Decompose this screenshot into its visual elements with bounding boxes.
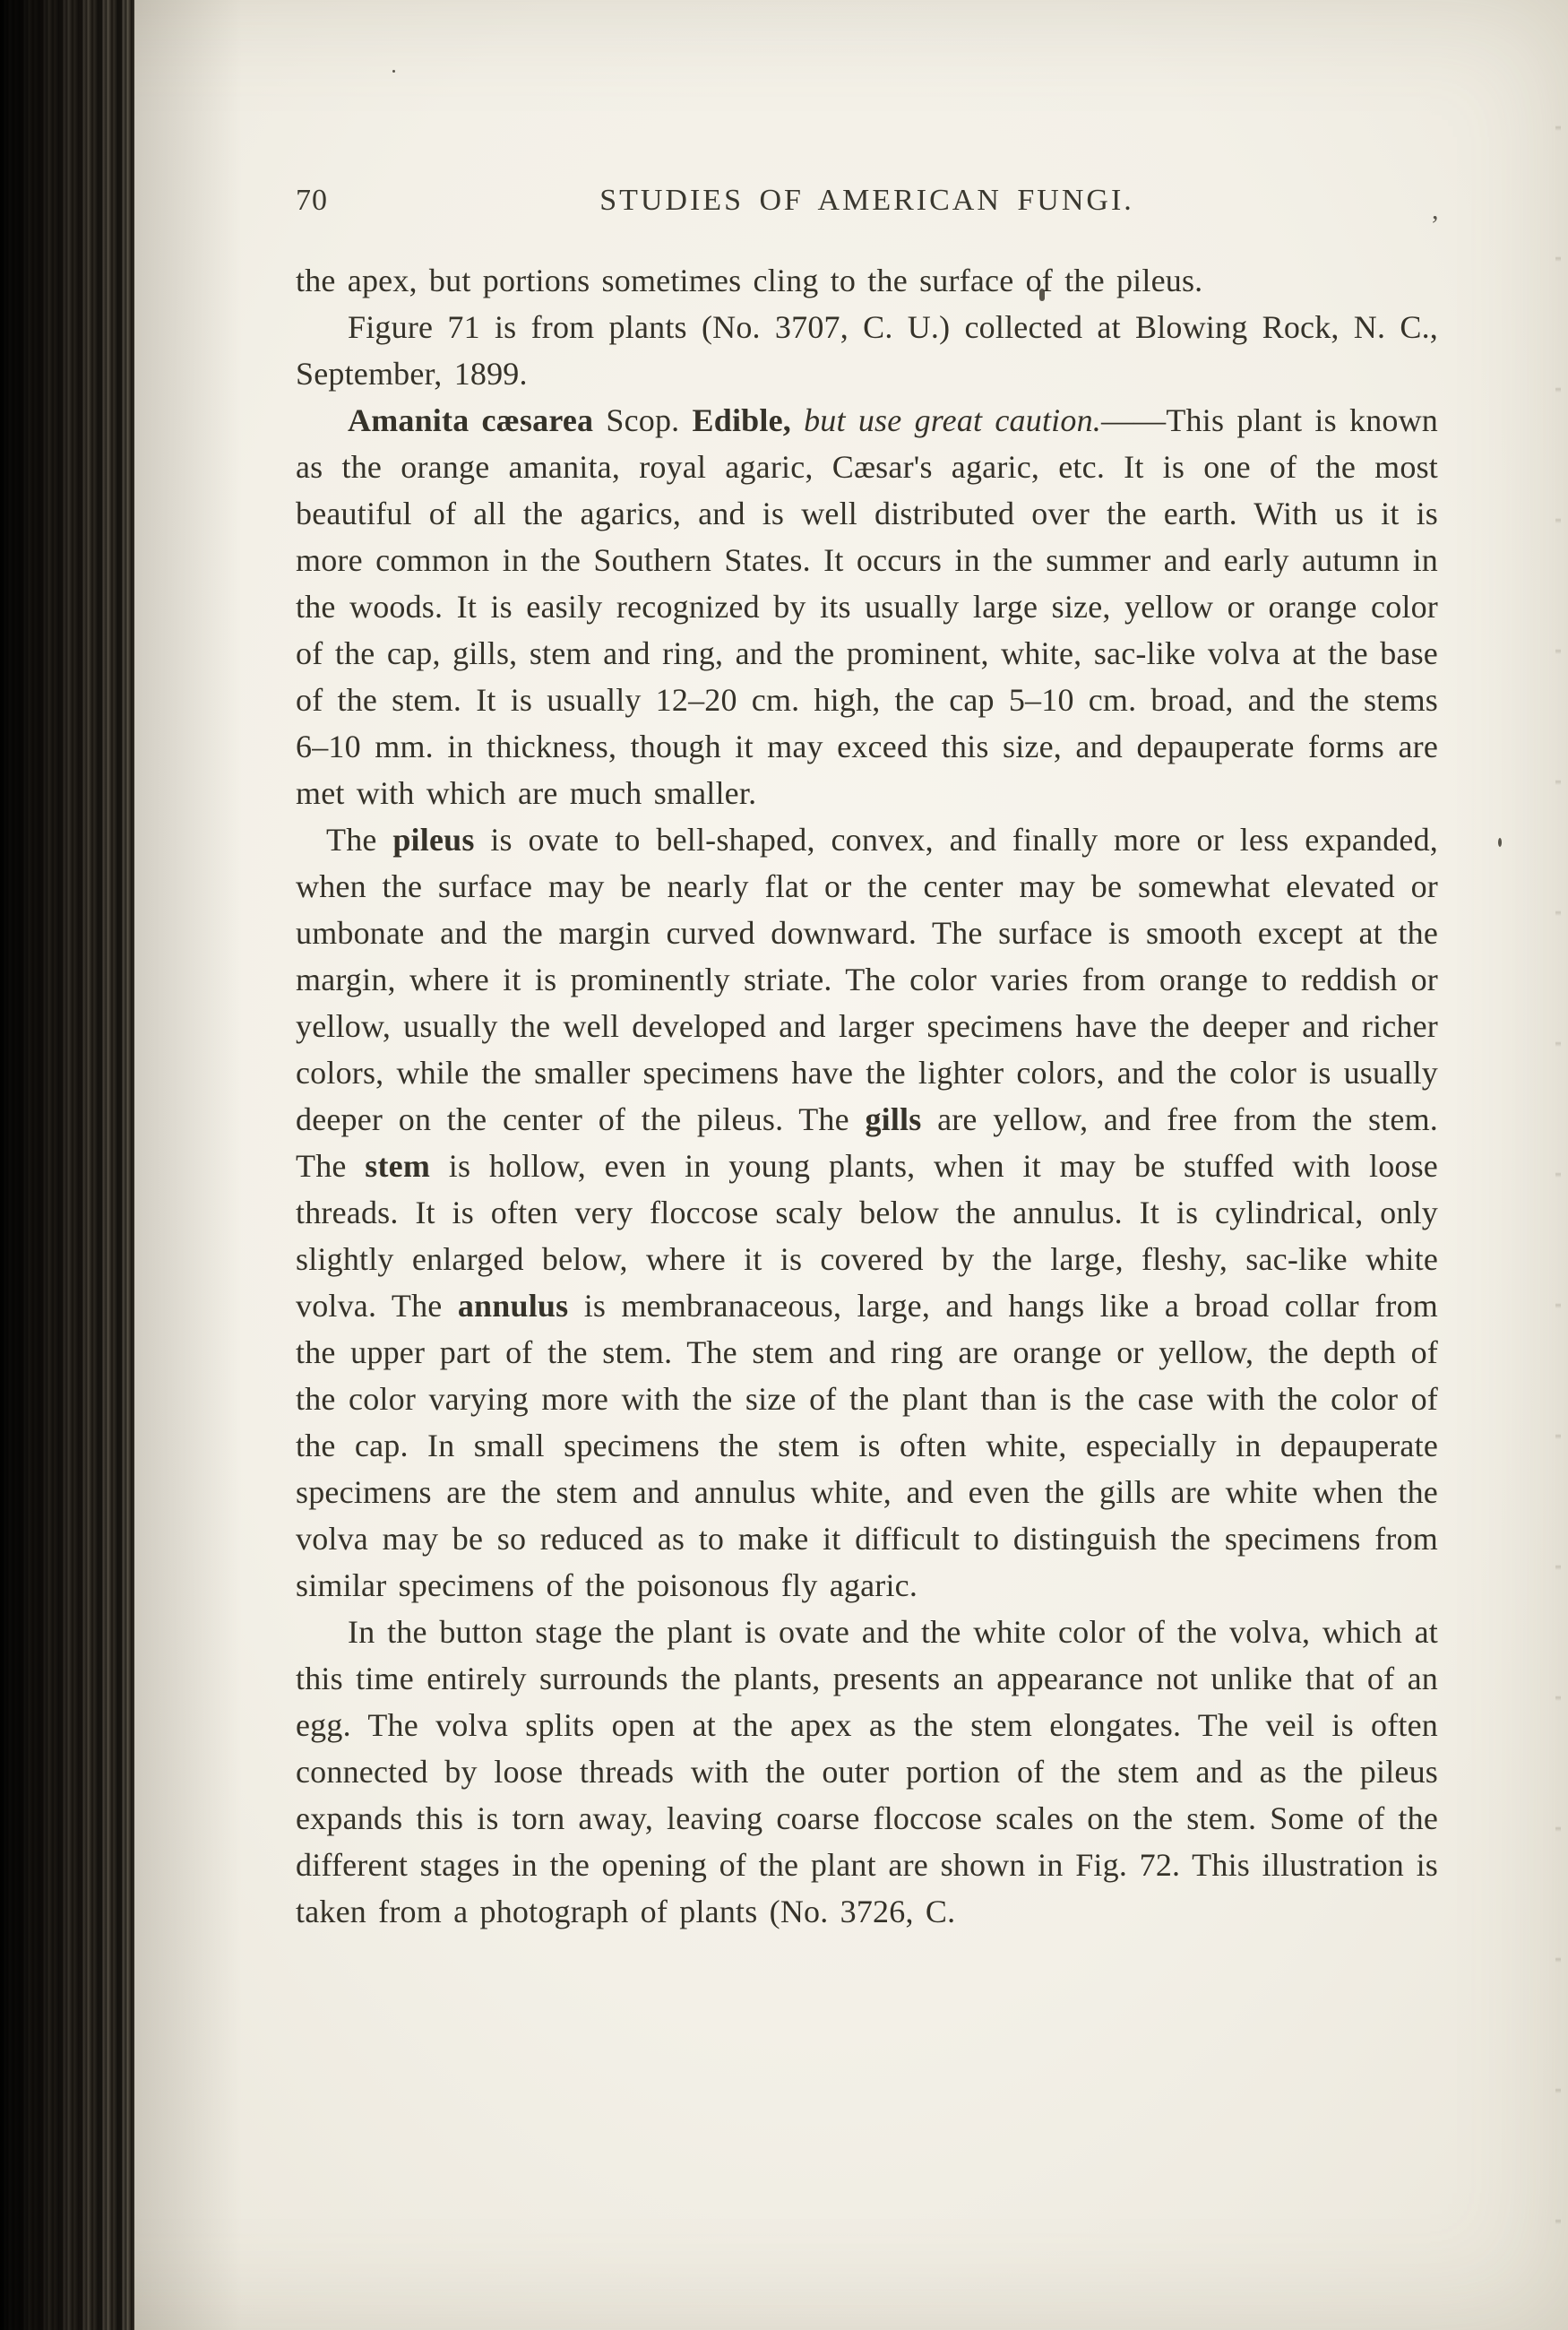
binding-gutter [0,0,134,2330]
edible-label: Edible, [692,402,791,438]
text-segment: the apex, but portions sometimes cling to the surface of the pileus. [296,263,1203,298]
term-stem: stem [365,1148,431,1184]
text-segment: The [326,822,393,858]
text-segment: is hollow, even in young plants, when it may be stuffed with loose threads. It is often very floccose scaly below the annulus. It is cylindrical, only slightly enlarged below, where it is covered by the large, fleshy, sac-like white volva. The [296,1148,1438,1324]
scan-artifact [392,70,395,73]
text-segment: is membranaceous, large, and hangs like a broad collar from the upper part of the stem. The stem and ring are orange or yellow, the depth of the color varying more with the size of the plant than is the case with the color of the cap. In small specimens the stem is often white, especially in depauperate specimens are the stem and annulus white, and even the gills are white when the volva may be so reduced as to make it difficult to distinguish the specimens from similar specimens of the poisonous fly agaric. [296,1288,1438,1603]
page-content [296,184,1438,1935]
text-segment: are yellow, and free from the stem. The [296,1101,1439,1184]
page-number: 70 [296,184,328,217]
scan-edge-dust [1555,0,1561,2330]
species-name: Amanita cæsarea [348,402,594,438]
term-pileus: pileus [392,822,475,858]
paragraph-figure-reference [296,304,1438,397]
binding-shadow [134,0,242,2330]
term-gills: gills [865,1101,922,1137]
paragraph-pileus-continuation [296,257,1438,304]
text-segment: ——This plant is known as the orange amanita, royal agaric, Cæsar's agaric, etc. It is one of the most beautiful of all the agarics, and is well distributed over the earth. With us it is more common in the Southern States. It occurs in the summer and early autumn in the woods. It is easily recognized by its usually large size, yellow or orange color of the cap, gills, stem and ring, and the prominent, white, sac-like volva at the base of the stem. It is usually 12–20 cm. high, the cap 5–10 cm. broad, and the stems 6–10 mm. in thickness, though it may exceed this size, and depauperate forms are met with which are much smaller. [296,402,1438,811]
paragraph-description [296,816,1438,1609]
species-author: Scop. [593,402,693,438]
scan-artifact [1498,838,1502,847]
page-header [296,184,1438,218]
paragraph-button-stage [296,1609,1438,1935]
term-annulus: annulus [457,1288,569,1324]
caution-note: but use great caution. [790,402,1101,438]
text-segment: Figure 71 is from plants (No. 3707, C. U.) collected at Blowing Rock, N. C., September, 1899. [296,309,1438,392]
text-segment: is ovate to bell-shaped, convex, and finally more or less expanded, when the surface may be nearly flat or the center may be somewhat elevated or umbonate and the margin curved downward. The surface is smooth except at the margin, where it is prominently striate. The color varies from orange to reddish or yellow, usually the well developed and larger specimens have the deeper and richer colors, while the smaller specimens have the lighter colors, and the color is usually deeper on the center of the pileus. The [296,822,1438,1137]
body-text [296,257,1438,1935]
paragraph-amanita-caesarea [296,397,1438,816]
scan-artifact: , [1432,195,1439,225]
running-title: STUDIES OF AMERICAN FUNGI. [599,184,1134,217]
text-segment: In the button stage the plant is ovate and the white color of the volva, which at this time entirely surrounds the plants, presents an appearance not unlike that of an egg. The volva splits open at the apex as the stem elongates. The veil is often connected by loose threads with the outer portion of the stem and as the pileus expands this is torn away, leaving coarse floccose scales on the stem. Some of the different stages in the opening of the plant are shown in Fig. 72. This illustration is taken from a photograph of plants (No. 3726, C. [296,1614,1438,1929]
